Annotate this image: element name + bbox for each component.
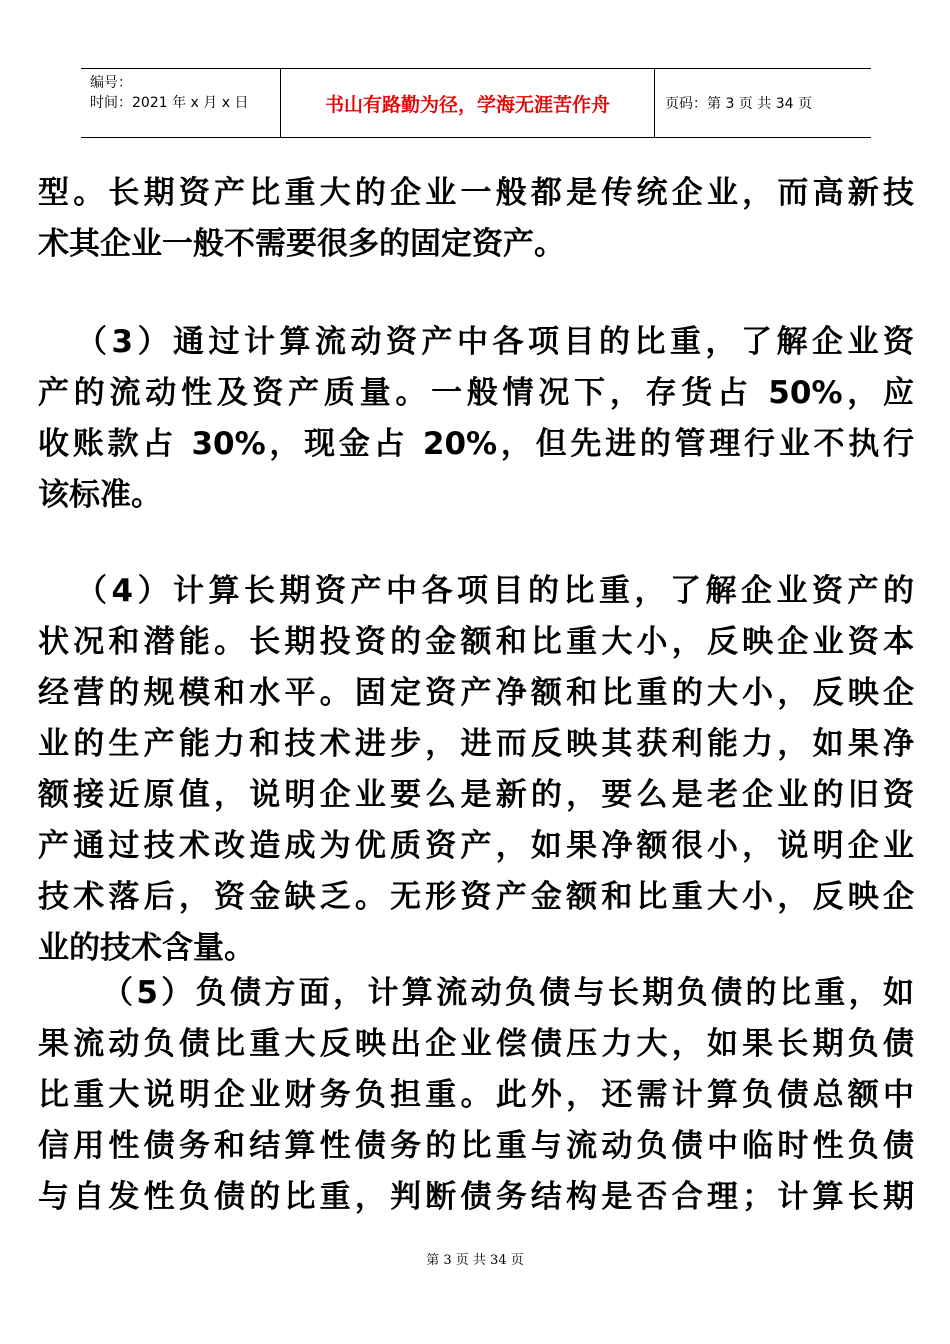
text-line: 业的生产能力和技术进步，进而反映其获利能力，如果净 [38,726,914,762]
text-line: 技术落后，资金缺乏。无形资产金额和比重大小，反映企 [38,879,914,915]
date-label: 时间：2021 年 x 月 x 日 [90,95,249,111]
motto: 书山有路勤为径，学海无涯苦作舟 [281,69,655,137]
header-meta [81,69,281,137]
text-line: 术其企业一般不需要很多的固定资产。 [38,226,565,262]
paragraph-2 [38,317,914,521]
text-line: 产通过技术改造成为优质资产，如果净额很小，说明企业 [38,828,914,864]
text-line: 额接近原值，说明企业要么是新的，要么是老企业的旧资 [38,777,914,813]
text-line: 状况和潜能。长期投资的金额和比重大小，反映企业资本 [38,624,914,660]
text-line: 比重大说明企业财务负担重。此外，还需计算负债总额中 [38,1077,914,1113]
paragraph-3 [38,566,914,974]
text-line: （4）计算长期资产中各项目的比重，了解企业资产的 [76,573,914,609]
number-label: 编号： [90,75,132,91]
text-line: （5）负债方面，计算流动负债与长期负债的比重，如 [102,975,914,1011]
text-line: 经营的规模和水平。固定资产净额和比重的大小，反映企 [38,675,914,711]
document-header [81,68,871,138]
text-line: 型。长期资产比重大的企业一般都是传统企业，而高新技 [38,175,914,211]
text-line: 果流动负债比重大反映出企业偿债压力大，如果长期负债 [38,1026,914,1062]
text-line: 产的流动性及资产质量。一般情况下，存货占 50%，应 [38,375,914,411]
text-line: （3）通过计算流动资产中各项目的比重，了解企业资 [76,324,914,360]
page-label: 页码：第 3 页 共 34 页 [665,96,812,112]
paragraph-4 [38,968,914,1223]
text-line: 收账款占 30%，现金占 20%，但先进的管理行业不执行 [38,426,914,462]
text-line: 信用性债务和结算性债务的比重与流动负债中临时性负债 [38,1128,914,1164]
text-line: 与自发性负债的比重，判断债务结构是否合理；计算长期 [38,1179,914,1215]
paragraph-1 [38,168,914,270]
page-footer: 第 3 页 共 34 页 [426,1253,524,1268]
text-line: 该标准。 [38,477,162,513]
text-line: 业的技术含量。 [38,930,255,966]
